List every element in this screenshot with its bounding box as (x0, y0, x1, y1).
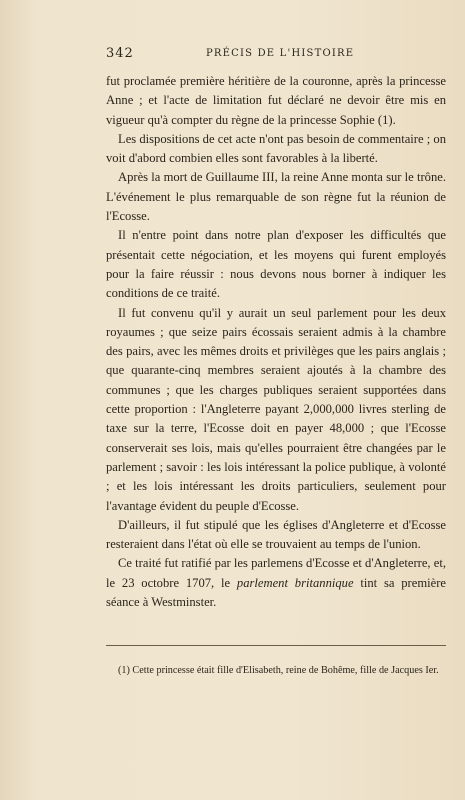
paragraph-6: D'ailleurs, il fut stipulé que les églises d'Angleterre et d'Ecosse resteraient dans l'état où elle se trouvaient au temps de l'union. (106, 517, 446, 552)
paragraph-1: fut proclamée première héritière de la couronne, après la princesse Anne ; et l'acte de limitation fut déclaré ne devoir être mis en vigueur qu'à compter du règne de la princesse Sophie (1). (106, 74, 446, 127)
page-number: 342 (106, 46, 134, 61)
body-text (106, 72, 446, 612)
paragraph-7 (106, 554, 446, 612)
paragraph-3: Après la mort de Guillaume III, la reine Anne monta sur le trône. L'événement le plus remarquable de son règne fut la réunion de l'Ecosse. (106, 170, 446, 224)
paragraph-5: Il fut convenu qu'il y aurait un seul parlement pour les deux royaumes ; que seize pairs écossais seraient admis à la chambre des pairs, avec les mêmes droits et privilèges que les pairs anglais ; que quarante-cinq membres seraient ajoutés à la chambre des communes ; que les charges publiques seraient supportées dans cette proportion : l'Angleterre payant 2,000,000 livres sterling de taxe sur la terre, l'Ecosse doit en payer 48,000 ; que l'Ecosse conserverait ses lois, mais qu'elles pourraient être changées par le parlement ; savoir : les lois intéressant la police publique, à volonté ; et les lois intéressant les droits particuliers, seulement pour l'avantage évident du peuple d'Ecosse. (106, 305, 446, 513)
paragraph-2: Les dispositions de cet acte n'ont pas besoin de commentaire ; on voit d'abord combien elles sont favorables à la liberté. (106, 131, 446, 166)
running-title: PRÉCIS DE L'HISTOIRE (206, 48, 355, 59)
footnote-rule (106, 645, 446, 646)
paragraph-4: Il n'entre point dans notre plan d'exposer les difficultés que présentait cette négociation, et les moyens qui furent employés pour la faire réussir : nous devons nous borner à indiquer les conditions de ce traité. (106, 228, 446, 301)
footnote: (1) Cette princesse était fille d'Elisabeth, reine de Bohême, fille de Jacques Ier. (118, 665, 439, 677)
page-header (106, 46, 450, 64)
italic-phrase: parlement britannique (236, 575, 354, 590)
paragraph-7-start: Ce traité fut ratifié par les parlemens d'Ecosse et d'Angleterre, et, le 23 octobre 1707, le (106, 556, 446, 590)
paragraph-7-end: tint sa première séance à Westminster. (106, 575, 446, 610)
